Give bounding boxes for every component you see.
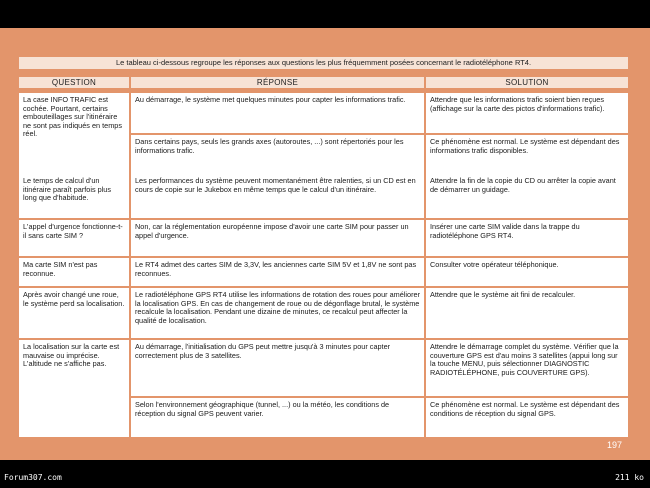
header-question: QUESTION (19, 77, 129, 88)
row-1-solution-2: Ce phénomène est normal. Le système est dépendant des informations trafic disponibles. (426, 135, 628, 195)
manual-page (0, 28, 650, 460)
row-1-reponse-1: Au démarrage, le système met quelques minutes pour capter les informations trafic. (131, 93, 424, 133)
row-1-reponse-2: Dans certains pays, seuls les grands axes (autoroutes, ...) sont répertoriés pour les informations trafic. (131, 135, 424, 195)
row-2-solution: Attendre la fin de la copie du CD ou arrêter la copie avant de démarrer un guidage. (426, 174, 628, 218)
row-6-solution-2: Ce phénomène est normal. Le système est dépendant des conditions de réception du signal GPS. (426, 398, 628, 437)
row-6-reponse-1: Au démarrage, l'initialisation du GPS peut mettre jusqu'à 3 minutes pour capter correctement plus de 3 satellites. (131, 340, 424, 396)
footer-bar (0, 460, 650, 488)
row-6-question: La localisation sur la carte est mauvaise ou imprécise. L'altitude ne s'affiche pas. (19, 340, 129, 437)
page-number: 197 (606, 440, 622, 450)
header-reponse: RÉPONSE (131, 77, 424, 88)
header-solution: SOLUTION (426, 77, 628, 88)
row-3-reponse: Non, car la réglementation européenne impose d'avoir une carte SIM pour passer un appel d'urgence. (131, 220, 424, 256)
row-1-question: La case INFO TRAFIC est cochée. Pourtant, certains embouteillages sur l'itinéraire ne sont pas indiqués en temps réel. (19, 93, 129, 195)
row-4-reponse: Le RT4 admet des cartes SIM de 3,3V, les anciennes carte SIM 5V et 1,8V ne sont pas reconnues. (131, 258, 424, 286)
row-2-question: Le temps de calcul d'un itinéraire paraît parfois plus long que d'habitude. (19, 174, 129, 218)
row-6-solution-1: Attendre le démarrage complet du système. Vérifier que la couverture GPS est d'au moins 3 satellites (appui long sur la touche MENU, puis sélectionner DIAGNOSTIC RADIOTÉLÉPHONE, puis COUVERTURE GPS). (426, 340, 628, 396)
row-4-question: Ma carte SIM n'est pas reconnue. (19, 258, 129, 286)
row-1-solution-1: Attendre que les informations trafic soient bien reçues (affichage sur la carte des pictos d'informations trafic). (426, 93, 628, 133)
row-4-solution: Consulter votre opérateur téléphonique. (426, 258, 628, 286)
row-5-question: Après avoir changé une roue, le système perd sa localisation. (19, 288, 129, 338)
footer-source: Forum307.com (4, 473, 62, 482)
row-3-question: L'appel d'urgence fonctionne-t-il sans carte SIM ? (19, 220, 129, 256)
row-5-reponse: Le radiotéléphone GPS RT4 utilise les informations de rotation des roues pour améliorer la localisation GPS. En cas de changement de roue ou de dégonflage brutal, le système recalcule la localisation. Pendant une dizaine de minutes, ce recalcul peut affecter la qualité de localisation. (131, 288, 424, 338)
row-3-solution: Insérer une carte SIM valide dans la trappe du radiotéléphone GPS RT4. (426, 220, 628, 256)
row-2-reponse: Les performances du système peuvent momentanément être ralenties, si un CD est en cours de copie sur le Jukebox en même temps que le calcul d'un itinéraire. (131, 174, 424, 218)
footer-size: 211 ko (615, 473, 644, 482)
row-5-solution: Attendre que le système ait fini de recalculer. (426, 288, 628, 338)
row-6-reponse-2: Selon l'environnement géographique (tunnel, ...) ou la météo, les conditions de réception du signal GPS peuvent varier. (131, 398, 424, 437)
intro-text: Le tableau ci-dessous regroupe les réponses aux questions les plus fréquemment posées concernant le radiotéléphone RT4. (19, 57, 628, 69)
